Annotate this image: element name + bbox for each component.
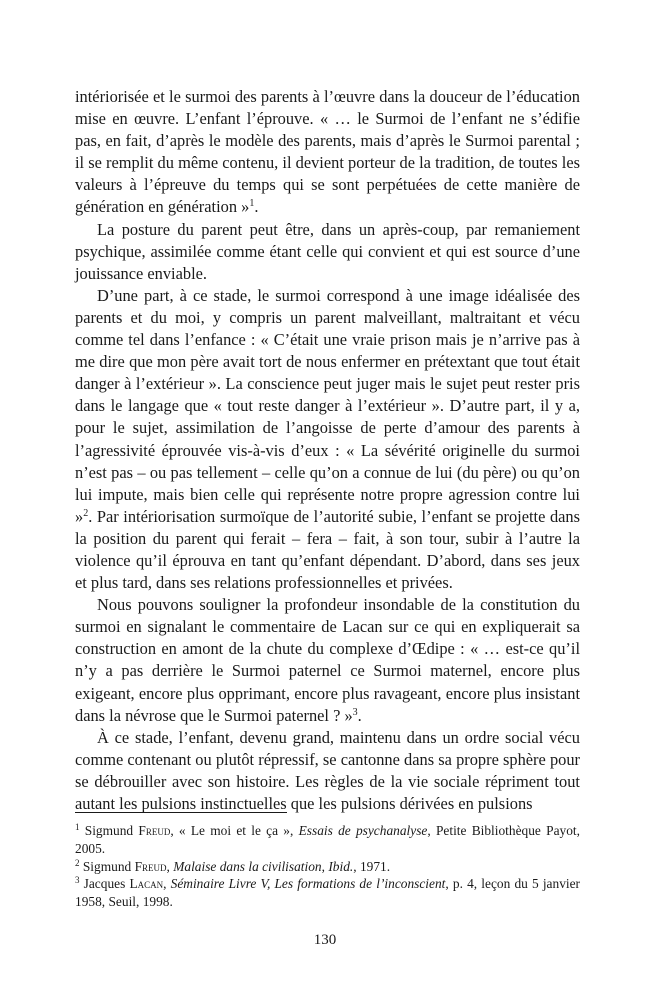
paragraph-text: . — [357, 705, 362, 725]
footnote-text: , — [321, 858, 329, 874]
footnote-divider — [75, 812, 287, 813]
footnote-3 — [75, 875, 580, 911]
paragraph-2 — [75, 219, 580, 285]
footnote-text: Sigmund — [79, 858, 135, 874]
paragraph-text: La posture du parent peut être, dans un après-coup, par remaniement psychique, assimilée comme étant celle qui convient et qui est source d’une jouissance enviable. — [75, 219, 580, 283]
footnote-marker: 2 — [75, 857, 80, 868]
footnote-ref-1: 1 — [249, 198, 255, 210]
footnote-2 — [75, 858, 580, 876]
author-name: Lacan — [129, 876, 164, 892]
paragraph-text: À ce stade, l’enfant, devenu grand, maintenu dans un ordre social vécu comme contenant ou plutôt répressif, se cantonne dans sa propre sphère pour se débrouiller avec son histoire. Les règles de la vie sociale répriment tout autant les pulsions instinctuelles que les pulsions dérivées en pulsions — [75, 727, 580, 813]
book-title: Essais de psychanalyse — [298, 823, 428, 838]
author-name: Freud — [138, 823, 171, 838]
paragraph-text: intériorisée et le surmoi des parents à l’œuvre dans la douceur de l’éducation mise en œuvre. L’enfant l’éprouve. « … le Surmoi de l’enfant ne s’édifie pas, en fait, d’après le modèle des parents, mais d’après le Surmoi parental ; il se remplit du même contenu, il devient porteur de la tradition, de toutes les valeurs à l’épreuve du temps qui se sont perpétuées de cette manière de génération en génération » — [75, 87, 580, 217]
footnote-text: Jacques — [79, 876, 130, 892]
paragraph-text: . Par intériorisation surmoïque de l’autorité subie, l’enfant se projette dans la position du parent qui ferait – fera – fait, à son tour, subir à l’autre la violence qu’il éprouva en tant qu’enfant dépendant. D’abord, dans ses jeux et plus tard, dans ses relations professionnelles et privées. — [75, 506, 580, 593]
footnote-marker: 1 — [75, 822, 80, 832]
footnote-text: , — [166, 858, 174, 874]
book-title: Séminaire Livre V, Les formations de l’inconscient — [170, 876, 446, 892]
page-number: 130 — [313, 932, 337, 948]
ibid: Ibid. — [328, 858, 354, 874]
footnote-text: , « Le moi et le ça », — [170, 823, 299, 838]
paragraph-text: D’une part, à ce stade, le surmoi correspond à une image idéalisée des parents et du moi, y compris un parent malveillant, maltraitant et vécu comme tel dans l’enfance : « C’était une vraie prison mais je n’arrive pas à me dire que mon père avait tort de nous enfermer en prétextant que tout était danger à l’extérieur ». La conscience peut juger mais le sujet peut rester pris dans le langage que « tout reste danger à l’extérieur ». D’autre part, il y a, pour le sujet, assimilation de l’angoisse de perte d’amour des parents à l’agressivité éprouvée vis-à-vis d’eux : « La sévérité originelle du surmoi n’est pas – ou pas tellement – celle qu’on a connue de lui (du père) ou qu’on lui impute, mais bien celle qui représente notre propre agression contre lui » — [75, 285, 580, 526]
footnote-text: , Petite Bibliothèque Payot, 2005. — [75, 823, 580, 856]
footnotes — [75, 822, 580, 911]
footnote-marker: 3 — [75, 875, 80, 886]
footnote-ref-3: 3 — [352, 706, 358, 718]
footnote-ref-2: 2 — [83, 507, 89, 519]
footnote-text: Sigmund — [79, 823, 139, 838]
paragraph-4 — [75, 594, 580, 727]
author-name: Freud — [134, 858, 167, 874]
paragraph-text: . — [254, 197, 259, 217]
footnote-text: , 1971. — [353, 858, 391, 874]
footnote-1 — [75, 822, 580, 858]
footnote-text: , p. 4, leçon du 5 janvier 1958, Seuil, 1998. — [75, 876, 581, 910]
paragraph-3 — [75, 285, 580, 594]
main-text — [75, 86, 580, 815]
paragraph-1 — [75, 86, 580, 219]
footnote-text: , — [163, 876, 171, 892]
book-title: Malaise dans la civilisation — [173, 858, 322, 874]
paragraph-5 — [75, 727, 580, 815]
paragraph-text: Nous pouvons souligner la profondeur insondable de la constitution du surmoi en signalant le commentaire de Lacan sur ce qui en expliquerait sa construction en amont de la chute du complexe d’Œdipe : « … est-ce qu’il n’y a pas derrière le Surmoi paternel ce Surmoi maternel, encore plus exigeant, encore plus opprimant, encore plus ravageant, encore plus insistant dans la névrose que le Surmoi paternel ? » — [75, 595, 580, 725]
